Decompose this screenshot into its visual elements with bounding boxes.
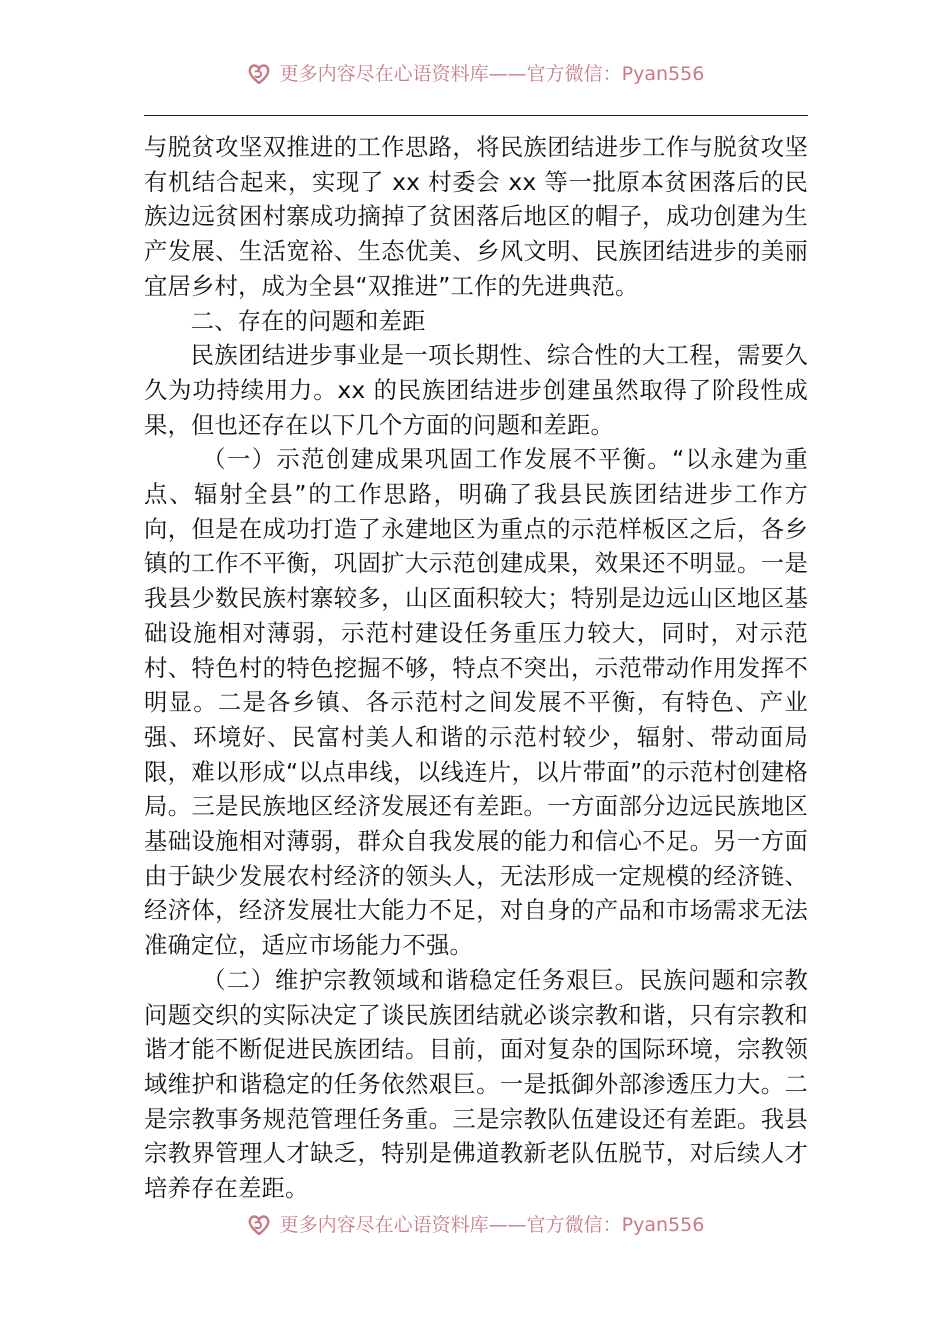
heart-swirl-logo-icon [246,62,272,84]
paragraph-problem-one: （一）示范创建成果巩固工作发展不平衡。“以永建为重点、辐射全县”的工作思路，明确了我县民族团结进步工作方向，但是在成功打造了永建地区为重点的示范样板区之后，各乡镇的工作不平衡，巩固扩大示范创建成果，效果还不明显。一是我县少数民族村寨较多，山区面积较大；特别是边远山区地区基础设施相对薄弱，示范村建设任务重压力较大，同时，对示范村、特色村的特色挖掘不够，特点不突出，示范带动作用发挥不明显。二是各乡镇、各示范村之间发展不平衡，有特色、产业强、环境好、民富村美人和谐的示范村较少，辐射、带动面局限，难以形成“以点串线，以线连片，以片带面”的示范村创建格局。三是民族地区经济发展还有差距。一方面部分边远民族地区基础设施相对薄弱，群众自我发展的能力和信心不足。另一方面由于缺少发展农村经济的领头人，无法形成一定规模的经济链、经济体，经济发展壮大能力不足，对自身的产品和市场需求无法准确定位，适应市场能力不强。 [144,446,808,960]
document-body [144,131,808,1207]
paragraph-intro-problems: 民族团结进步事业是一项长期性、综合性的大工程，需要久久为功持续用力。xx 的民族团结进步创建虽然取得了阶段性成果，但也还存在以下几个方面的问题和差距。 [144,342,808,439]
paragraph-problem-two: （二）维护宗教领域和谐稳定任务艰巨。民族问题和宗教问题交织的实际决定了谈民族团结就必谈宗教和谐，只有宗教和谐才能不断促进民族团结。目前，面对复杂的国际环境，宗教领域维护和谐稳定的任务依然艰巨。一是抵御外部渗透压力大。二是宗教事务规范管理任务重。三是宗教队伍建设还有差距。我县宗教界管理人才缺乏，特别是佛道教新老队伍脱节，对后续人才培养存在差距。 [144,966,808,1203]
header-rule [144,115,808,116]
watermark-top [0,58,950,84]
watermark-bottom [0,1209,950,1235]
watermark-text: 更多内容尽在心语资料库——官方微信：Pyan556 [279,63,705,84]
heart-swirl-logo-icon [246,1213,272,1235]
section-heading-problems: 二、存在的问题和差距 [190,307,426,335]
paragraph-continuation: 与脱贫攻坚双推进的工作思路，将民族团结进步工作与脱贫攻坚有机结合起来，实现了 xx 村委会 xx 等一批原本贫困落后的民族边远贫困村寨成功摘掉了贫困落后地区的帽子，成功创建为生产发展、生活宽裕、生态优美、乡风文明、民族团结进步的美丽宜居乡村，成为全县“双推进”工作的先进典范。 [144,134,808,300]
watermark-text: 更多内容尽在心语资料库——官方微信：Pyan556 [279,1214,705,1235]
